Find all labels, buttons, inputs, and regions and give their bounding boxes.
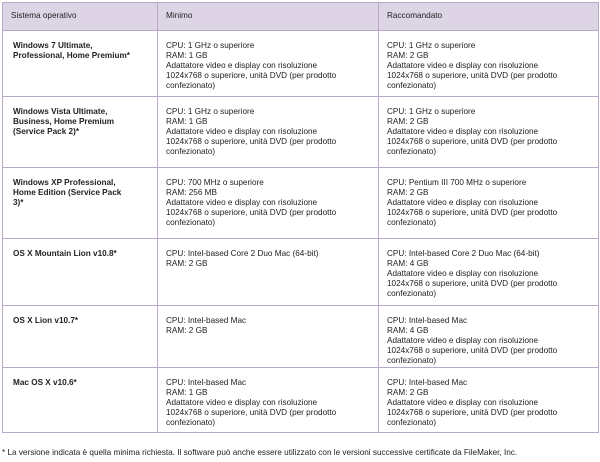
minimum-cell-line: CPU: 1 GHz o superiore xyxy=(166,41,255,50)
recommended-cell-line: CPU: Intel-based Mac xyxy=(387,378,468,387)
os-cell-line: Windows Vista Ultimate, xyxy=(13,107,108,116)
recommended-cell-line: CPU: Intel-based Core 2 Duo Mac (64-bit) xyxy=(387,249,540,258)
minimum-cell-line: CPU: 700 MHz o superiore xyxy=(166,178,264,187)
os-cell xyxy=(3,31,158,97)
minimum-cell-line: 1024x768 o superiore, unità DVD (per prodotto xyxy=(166,137,337,146)
recommended-cell-line: Adattatore video e display con risoluzione xyxy=(387,269,539,278)
recommended-cell-line: CPU: Intel-based Mac xyxy=(387,316,468,325)
recommended-cell-line: confezionato) xyxy=(387,218,437,227)
header-recommended: Raccomandato xyxy=(379,3,599,31)
recommended-cell xyxy=(379,168,599,239)
os-cell-line: Professional, Home Premium* xyxy=(13,51,130,60)
system-requirements-table xyxy=(2,2,599,433)
recommended-cell-line: RAM: 2 GB xyxy=(387,51,429,60)
minimum-cell-line: CPU: Intel-based Mac xyxy=(166,316,247,325)
minimum-cell-line: RAM: 1 GB xyxy=(166,51,208,60)
minimum-cell-line: CPU: Intel-based Mac xyxy=(166,378,247,387)
minimum-cell-line: Adattatore video e display con risoluzione xyxy=(166,127,318,136)
os-cell-line: Business, Home Premium xyxy=(13,117,115,126)
os-cell-line: Home Edition (Service Pack xyxy=(13,188,122,197)
os-cell-line: (Service Pack 2)* xyxy=(13,127,79,136)
recommended-cell-line: RAM: 4 GB xyxy=(387,326,429,335)
minimum-cell xyxy=(158,239,379,306)
recommended-cell xyxy=(379,97,599,168)
os-cell xyxy=(3,368,158,433)
minimum-cell-line: 1024x768 o superiore, unità DVD (per prodotto xyxy=(166,208,337,217)
recommended-cell-line: CPU: 1 GHz o superiore xyxy=(387,41,476,50)
minimum-cell-line: confezionato) xyxy=(166,218,216,227)
recommended-cell-line: 1024x768 o superiore, unità DVD (per prodotto xyxy=(387,137,558,146)
minimum-cell xyxy=(158,306,379,368)
minimum-cell-line: Adattatore video e display con risoluzione xyxy=(166,398,318,407)
minimum-cell-line: 1024x768 o superiore, unità DVD (per prodotto xyxy=(166,71,337,80)
recommended-cell-line: confezionato) xyxy=(387,418,437,427)
recommended-cell-line: CPU: 1 GHz o superiore xyxy=(387,107,476,116)
recommended-cell-line: Adattatore video e display con risoluzione xyxy=(387,61,539,70)
minimum-cell xyxy=(158,31,379,97)
minimum-cell-line: RAM: 1 GB xyxy=(166,117,208,126)
table-row xyxy=(3,306,599,368)
minimum-cell-line: RAM: 2 GB xyxy=(166,326,208,335)
minimum-cell xyxy=(158,368,379,433)
header-minimum: Minimo xyxy=(158,3,379,31)
minimum-cell xyxy=(158,168,379,239)
minimum-cell-line: Adattatore video e display con risoluzione xyxy=(166,61,318,70)
os-cell-line: Windows XP Professional, xyxy=(13,178,116,187)
recommended-cell xyxy=(379,239,599,306)
table-header-row xyxy=(3,3,599,31)
recommended-cell-line: confezionato) xyxy=(387,81,437,90)
table-row xyxy=(3,97,599,168)
minimum-cell-line: CPU: 1 GHz o superiore xyxy=(166,107,255,116)
recommended-cell-line: 1024x768 o superiore, unità DVD (per prodotto xyxy=(387,71,558,80)
recommended-cell-line: 1024x768 o superiore, unità DVD (per prodotto xyxy=(387,208,558,217)
os-cell-line: OS X Lion v10.7* xyxy=(13,316,79,325)
os-cell-line: OS X Mountain Lion v10.8* xyxy=(13,249,117,258)
minimum-cell-line: 1024x768 o superiore, unità DVD (per prodotto xyxy=(166,408,337,417)
recommended-cell-line: 1024x768 o superiore, unità DVD (per prodotto xyxy=(387,279,558,288)
minimum-cell-line: confezionato) xyxy=(166,147,216,156)
recommended-cell-line: RAM: 2 GB xyxy=(387,117,429,126)
recommended-cell xyxy=(379,31,599,97)
recommended-cell-line: Adattatore video e display con risoluzione xyxy=(387,336,539,345)
os-cell-line: Windows 7 Ultimate, xyxy=(13,41,93,50)
os-cell xyxy=(3,239,158,306)
recommended-cell-line: confezionato) xyxy=(387,356,437,365)
os-cell xyxy=(3,97,158,168)
table-row xyxy=(3,239,599,306)
table-row xyxy=(3,168,599,239)
os-cell xyxy=(3,306,158,368)
minimum-cell-line: CPU: Intel-based Core 2 Duo Mac (64-bit) xyxy=(166,249,319,258)
minimum-cell-line: RAM: 1 GB xyxy=(166,388,208,397)
os-cell-line: Mac OS X v10.6* xyxy=(13,378,77,387)
minimum-cell xyxy=(158,97,379,168)
minimum-cell-line: RAM: 256 MB xyxy=(166,188,217,197)
os-cell-line: 3)* xyxy=(13,198,24,207)
minimum-cell-line: RAM: 2 GB xyxy=(166,259,208,268)
footnote: * La versione indicata è quella minima richiesta. Il software può anche essere utilizzato con le versioni successive certificate da FileMaker, Inc. xyxy=(2,448,518,457)
recommended-cell-line: confezionato) xyxy=(387,147,437,156)
recommended-cell-line: confezionato) xyxy=(387,289,437,298)
recommended-cell xyxy=(379,368,599,433)
table-row xyxy=(3,368,599,433)
minimum-cell-line: confezionato) xyxy=(166,81,216,90)
recommended-cell-line: RAM: 2 GB xyxy=(387,388,429,397)
header-os: Sistema operativo xyxy=(3,3,158,31)
table-row xyxy=(3,31,599,97)
minimum-cell-line: Adattatore video e display con risoluzione xyxy=(166,198,318,207)
recommended-cell-line: Adattatore video e display con risoluzione xyxy=(387,198,539,207)
recommended-cell-line: RAM: 2 GB xyxy=(387,188,429,197)
os-cell xyxy=(3,168,158,239)
recommended-cell xyxy=(379,306,599,368)
recommended-cell-line: CPU: Pentium III 700 MHz o superiore xyxy=(387,178,527,187)
recommended-cell-line: 1024x768 o superiore, unità DVD (per prodotto xyxy=(387,346,558,355)
minimum-cell-line: confezionato) xyxy=(166,418,216,427)
recommended-cell-line: Adattatore video e display con risoluzione xyxy=(387,127,539,136)
recommended-cell-line: RAM: 4 GB xyxy=(387,259,429,268)
recommended-cell-line: 1024x768 o superiore, unità DVD (per prodotto xyxy=(387,408,558,417)
recommended-cell-line: Adattatore video e display con risoluzione xyxy=(387,398,539,407)
